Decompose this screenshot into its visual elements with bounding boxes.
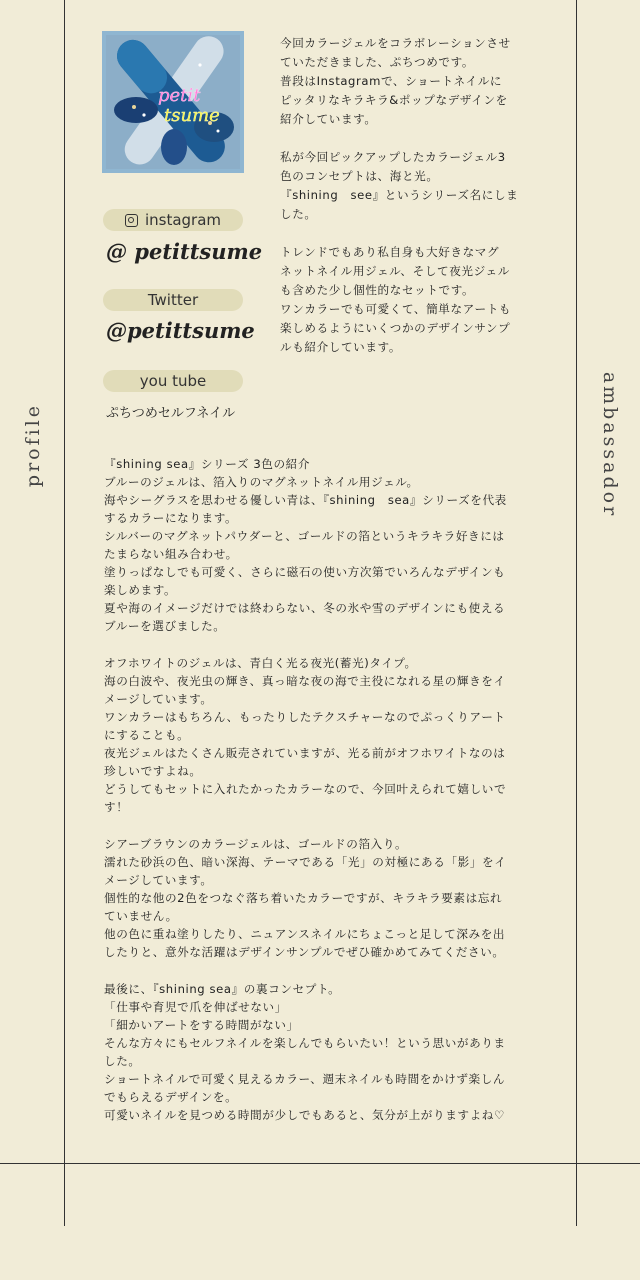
- text-line: ネットネイル用ジェル、そして夜光ジェル: [280, 264, 510, 278]
- main-text: [104, 455, 542, 1124]
- text-line: オフホワイトのジェルは、青白く光る夜光(蓄光)タイプ。: [104, 656, 417, 670]
- text-line: 普段はInstagramで、ショートネイルに: [280, 74, 503, 88]
- right-divider-line: [576, 0, 577, 1226]
- instagram-icon: [125, 214, 138, 227]
- text-line: 私が今回ピックアップしたカラージェル3: [280, 150, 506, 164]
- text-line: するカラーになります。: [104, 511, 238, 525]
- text-line: 楽しめます。: [104, 583, 177, 597]
- text-line: 夜光ジェルはたくさん販売されていますが、光る前がオフホワイトなのは: [104, 746, 506, 760]
- text-line: ていません。: [104, 909, 178, 923]
- text-line: 珍しいですよね。: [104, 764, 202, 778]
- twitter-label-pill[interactable]: [103, 289, 243, 311]
- youtube-label: you tube: [139, 372, 207, 390]
- tsume-neon-text: tsume: [164, 105, 220, 126]
- text-line: 「仕事や育児で爪を伸ばせない」: [104, 1000, 287, 1014]
- text-line: す！: [104, 800, 129, 814]
- blank-line: [280, 224, 542, 243]
- text-line: 『shining sea』シリーズ 3色の紹介: [104, 457, 311, 471]
- profile-avatar: [102, 31, 244, 173]
- text-line: ブルーのジェルは、箔入りのマグネットネイル用ジェル。: [104, 475, 419, 489]
- left-divider-line: [64, 0, 65, 1226]
- text-line: トレンドでもあり私自身も大好きなマグ: [280, 245, 500, 259]
- text-line: したりと、意外な活躍はデザインサンプルでぜひ確かめてみてください。: [104, 945, 505, 959]
- text-line: 夏や海のイメージだけでは終わらない、冬の氷や雪のデザインにも使える: [104, 601, 506, 615]
- text-line: 最後に、『shining sea』の裏コンセプト。: [104, 982, 341, 996]
- text-line: 紹介しています。: [280, 112, 377, 126]
- text-line: でもらえるデザインを。: [104, 1090, 238, 1104]
- text-line: にすることも。: [104, 728, 190, 742]
- text-line: ルも紹介しています。: [280, 340, 402, 354]
- text-line: 個性的な他の2色をつなぐ落ち着いたカラーですが、キラキラ要素は忘れ: [104, 891, 503, 905]
- instagram-label: instagram: [144, 211, 222, 229]
- petit-neon-text: petit: [158, 85, 201, 106]
- text-line: ピッタリなキラキラ&ポップなデザインを: [280, 93, 508, 107]
- nail-art-photo: [106, 35, 240, 169]
- ambassador-side-label: ambassador: [599, 371, 621, 519]
- text-line: した。: [280, 207, 317, 221]
- youtube-label-pill[interactable]: [103, 370, 243, 392]
- text-line: ワンカラーでも可愛くて、簡単なアートも: [280, 302, 512, 316]
- blank-line: [104, 816, 542, 835]
- text-line: ショートネイルで可愛く見えるカラー、週末ネイルも時間をかけず楽しん: [104, 1072, 506, 1086]
- blank-line: [280, 129, 542, 148]
- bottom-divider-line: [0, 1163, 640, 1164]
- text-line: そんな方々にもセルフネイルを楽しんでもらいたい！という思いがありま: [104, 1036, 506, 1050]
- text-line: メージしています。: [104, 873, 213, 887]
- instagram-label-pill[interactable]: [103, 209, 243, 231]
- text-line: も含めた少し個性的なセットです。: [280, 283, 475, 297]
- text-line: 海の白波や、夜光虫の輝き、真っ暗な夜の海で主役になれる星の輝きをイ: [104, 674, 506, 688]
- blank-line: [104, 635, 542, 654]
- text-line: ていただきました、ぷちつめです。: [280, 55, 475, 69]
- text-line: シルバーのマグネットパウダーと、ゴールドの箔というキラキラ好きには: [104, 529, 505, 543]
- blank-line: [104, 961, 542, 980]
- text-line: 可愛いネイルを見つめる時間が少しでもあると、気分が上がりますよね♡: [104, 1108, 505, 1122]
- text-line: した。: [104, 1054, 141, 1068]
- text-line: どうしてもセットに入れたかったカラーなので、今回叶えられて嬉しいで: [104, 782, 507, 796]
- text-line: 色のコンセプトは、海と光。: [280, 169, 439, 183]
- text-line: たまらない組み合わせ。: [104, 547, 238, 561]
- text-line: 塗りっぱなしでも可愛く、さらに磁石の使い方次第でいろんなデザインも: [104, 565, 506, 579]
- text-line: シアーブラウンのカラージェルは、ゴールドの箔入り。: [104, 837, 408, 851]
- text-line: 今回カラージェルをコラボレーションさせ: [280, 36, 511, 50]
- text-line: 楽しめるようにいくつかのデザインサンプ: [280, 321, 511, 335]
- twitter-label: Twitter: [147, 291, 199, 309]
- profile-side-label: profile: [22, 402, 44, 488]
- text-line: 他の色に重ね塗りしたり、ニュアンスネイルにちょこっと足して深みを出: [104, 927, 506, 941]
- twitter-handle[interactable]: @petittsume: [106, 318, 255, 343]
- intro-text: [280, 34, 542, 357]
- instagram-handle[interactable]: @ petittsume: [106, 239, 263, 264]
- youtube-channel-name[interactable]: ぷちつめセルフネイル: [106, 406, 236, 421]
- text-line: 海やシーグラスを思わせる優しい青は、『shining sea』シリーズを代表: [104, 493, 507, 507]
- text-line: メージしています。: [104, 692, 213, 706]
- text-line: 濡れた砂浜の色、暗い深海、テーマである「光」の対極にある「影」をイ: [104, 855, 507, 869]
- text-line: 『shining see』というシリーズ名にしま: [280, 188, 519, 202]
- text-line: ブルーを選びました。: [104, 619, 226, 633]
- text-line: 「細かいアートをする時間がない」: [104, 1018, 299, 1032]
- text-line: ワンカラーはもちろん、もったりしたテクスチャーなのでぷっくりアート: [104, 710, 506, 724]
